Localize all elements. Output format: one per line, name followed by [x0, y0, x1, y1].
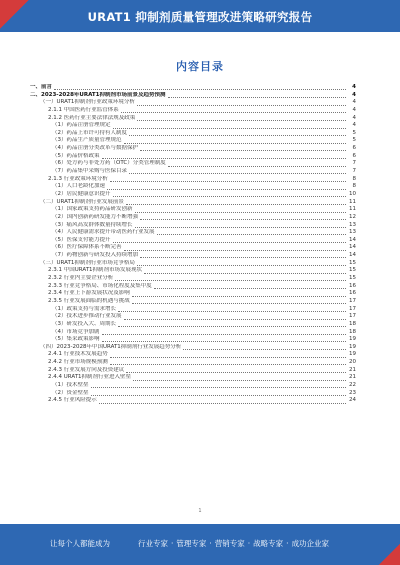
toc-leader-dots: [91, 387, 346, 388]
toc-entry-label: 2.3.2 行业内主要企业分析: [48, 275, 114, 282]
toc-entry-page: 4: [352, 99, 356, 106]
report-footer: [0, 524, 400, 565]
toc-entry-label: 2.4.4 URAT1抑制剂行业进入壁垒: [48, 374, 132, 381]
toc-entry-page: 15: [349, 267, 356, 274]
toc-entry-label: 2.4.3 行业发展方向及投资建议: [48, 366, 125, 373]
toc-entry-page: 6: [352, 145, 356, 152]
toc-leader-dots: [124, 250, 346, 251]
page-number: 1: [198, 508, 202, 514]
toc-entry[interactable]: [30, 191, 356, 199]
toc-entry-page: 20: [349, 359, 356, 366]
toc-entry-page: 4: [352, 106, 356, 113]
toc-leader-dots: [121, 112, 346, 113]
toc-leader-dots: [126, 204, 346, 205]
toc-entry-page: 19: [349, 343, 356, 350]
toc-entry-page: 4: [352, 84, 356, 90]
toc-entry-label: （7）药品集中采购与医保目录: [52, 168, 128, 175]
toc-entry-page: 14: [349, 252, 356, 259]
toc-entry-page: 18: [349, 328, 356, 335]
toc-entry-page: 19: [349, 336, 356, 343]
footer-service-item: 战略专家: [253, 539, 284, 548]
report-title: URAT1 抑制剂质量管理改进策略研究报告: [87, 10, 313, 24]
footer-separator: ·: [247, 539, 251, 548]
toc-leader-dots: [124, 143, 346, 144]
footer-separator: ·: [286, 539, 289, 548]
toc-entry-page: 17: [349, 297, 356, 304]
toc-entry-page: 15: [349, 275, 356, 282]
toc-entry[interactable]: [30, 390, 356, 398]
toc-entry-page: 8: [352, 183, 356, 190]
toc-entry[interactable]: [30, 283, 356, 291]
toc-leader-dots: [132, 303, 346, 304]
toc-entry-page: 15: [349, 259, 356, 266]
toc-entry-label: 二、2023-2028年URAT1抑制剂市场前景及趋势预测: [30, 91, 166, 98]
toc-entry-page: 11: [349, 206, 356, 213]
toc-entry-page: 17: [349, 313, 356, 320]
toc-leader-dots: [110, 357, 346, 358]
toc-entry[interactable]: [30, 374, 356, 382]
toc-entry-label: （4）药品注册分类改革与数据保护: [52, 145, 139, 152]
toc-entry-label: （1）人口老龄化加速: [52, 183, 105, 190]
toc-entry[interactable]: [30, 153, 356, 161]
toc-entry[interactable]: [30, 145, 356, 153]
toc-entry-label: （5）药品价格政策: [52, 152, 100, 159]
toc-leader-dots: [113, 128, 346, 129]
footer-service-item: 管理专家: [176, 539, 207, 548]
toc-entry[interactable]: [30, 244, 356, 252]
toc-entry-label: （6）医疗保障体系不断完善: [52, 244, 122, 251]
toc-leader-dots: [168, 166, 346, 167]
toc-entry[interactable]: [30, 351, 356, 359]
table-of-contents: [30, 84, 356, 405]
toc-entry[interactable]: [30, 344, 356, 352]
toc-leader-dots: [135, 227, 346, 228]
toc-entry-label: 一、前言: [30, 84, 53, 90]
toc-entry-label: （一）URAT1抑制剂行业政策环境分析: [40, 99, 135, 106]
toc-leader-dots: [115, 280, 346, 281]
toc-entry[interactable]: [30, 168, 356, 176]
toc-leader-dots: [102, 341, 346, 342]
toc-entry[interactable]: [30, 336, 356, 344]
toc-entry-label: （1）政策支持与需求增长: [52, 305, 117, 312]
toc-entry[interactable]: [30, 260, 356, 268]
toc-entry-label: （2）资金壁垒: [52, 389, 89, 396]
toc-entry-label: 2.4.2 行业市场规模预测: [48, 359, 108, 366]
toc-leader-dots: [113, 242, 346, 243]
report-header: [0, 0, 400, 32]
toc-entry[interactable]: [30, 99, 356, 107]
toc-entry-label: （7）药物创新与研发投入持续增加: [52, 252, 139, 259]
toc-leader-dots: [137, 105, 346, 106]
toc-entry[interactable]: [30, 252, 356, 260]
toc-leader-dots: [135, 212, 346, 213]
toc-entry-page: 23: [349, 389, 356, 396]
toc-entry-page: 16: [349, 282, 356, 289]
footer-service-item: 营销专家: [214, 539, 245, 548]
toc-entry-page: 19: [349, 351, 356, 358]
toc-entry-page: 4: [352, 122, 356, 129]
toc-entry-label: （2）居民健康意识提升: [52, 190, 111, 197]
toc-entry-label: （2）技术进步推动行业发展: [52, 313, 122, 320]
toc-entry-page: 21: [349, 366, 356, 373]
toc-leader-dots: [124, 319, 346, 320]
toc-entry-page: 18: [349, 320, 356, 327]
toc-entry[interactable]: [30, 107, 356, 115]
toc-entry-page: 12: [349, 213, 356, 220]
toc-entry-page: 5: [352, 137, 356, 144]
toc-entry-label: （2）药品上市许可持有人制度: [52, 129, 128, 136]
toc-entry-label: 2.3.5 行业发展面临的机遇与挑战: [48, 297, 130, 304]
toc-entry-label: 2.3.1 中国URAT1抑制剂市场发展现状: [48, 267, 143, 274]
toc-entry-page: 22: [349, 381, 356, 388]
toc-entry-label: （6）处方药与非处方药（OTC）分类管理制度: [52, 160, 166, 167]
toc-entry[interactable]: [30, 115, 356, 123]
toc-entry-page: 11: [349, 198, 356, 205]
toc-entry-label: 2.1.2 医药行业主要法律法规及政策: [48, 114, 136, 121]
toc-entry[interactable]: [30, 275, 356, 283]
toc-entry-label: （3）药品生产质量管理规范: [52, 137, 122, 144]
toc-entry[interactable]: [30, 367, 356, 375]
toc-entry-label: （三）URAT1抑制剂行业市场竞争格局: [40, 259, 135, 266]
toc-leader-dots: [113, 196, 346, 197]
toc-entry-label: （四）2023-2028年中国URAT1抑制剂行业发展趋势分析: [40, 343, 182, 350]
toc-leader-dots: [183, 349, 346, 350]
toc-entry-label: 2.4.5 行业风险提示: [48, 397, 97, 404]
toc-entry[interactable]: [30, 290, 356, 298]
toc-entry[interactable]: [30, 183, 356, 191]
toc-entry-label: （2）国内创新药研发能力不断增强: [52, 213, 139, 220]
toc-entry-page: 21: [349, 374, 356, 381]
toc-entry[interactable]: [30, 359, 356, 367]
toc-entry-label: 2.3.4 行业上下游发展状况及影响: [48, 290, 130, 297]
toc-entry-page: 4: [352, 91, 356, 98]
toc-entry-label: 2.4.1 行业技术发展趋势: [48, 351, 108, 358]
toc-leader-dots: [129, 135, 346, 136]
toc-leader-dots: [102, 334, 346, 335]
toc-entry-page: 10: [349, 190, 356, 197]
toc-leader-dots: [107, 189, 346, 190]
toc-leader-dots: [140, 257, 346, 258]
toc-entry[interactable]: [30, 313, 356, 321]
toc-entry[interactable]: [30, 397, 356, 405]
toc-entry-label: （3）研发投入大、周期长: [52, 320, 117, 327]
toc-entry[interactable]: [30, 382, 356, 390]
footer-service-item: 成功企业家: [291, 539, 330, 548]
toc-entry-label: 2.1.1 中国医药行业监管体系: [48, 106, 119, 113]
toc-leader-dots: [91, 395, 346, 396]
toc-entry[interactable]: [30, 329, 356, 337]
toc-leader-dots: [140, 150, 346, 151]
toc-leader-dots: [54, 89, 346, 90]
toc-entry-label: （5）集采政策影响: [52, 336, 100, 343]
toc-leader-dots: [110, 181, 346, 182]
toc-entry[interactable]: [30, 130, 356, 138]
toc-leader-dots: [110, 364, 346, 365]
toc-entry[interactable]: [30, 267, 356, 275]
toc-entry[interactable]: [30, 298, 356, 306]
toc-entry[interactable]: [30, 92, 356, 100]
toc-entry[interactable]: [30, 222, 356, 230]
toc-entry[interactable]: [30, 229, 356, 237]
toc-entry-label: 2.3.3 行业竞争格局、市场化程度及集中度: [48, 282, 152, 289]
toc-leader-dots: [132, 296, 346, 297]
toc-entry-page: 14: [349, 244, 356, 251]
toc-entry-page: 6: [352, 152, 356, 159]
toc-entry-page: 4: [352, 114, 356, 121]
toc-leader-dots: [154, 288, 346, 289]
toc-leader-dots: [140, 219, 346, 220]
toc-entry-page: 7: [352, 168, 356, 175]
toc-entry-label: 2.1.3 行业政策环境分析: [48, 175, 108, 182]
toc-entry[interactable]: [30, 214, 356, 222]
toc-entry-label: （3）痛风高发群体数量持续增长: [52, 221, 133, 228]
toc-leader-dots: [126, 372, 346, 373]
footer-separator: ·: [171, 539, 174, 548]
toc-entry-page: 7: [352, 160, 356, 167]
toc-leader-dots: [118, 326, 346, 327]
toc-entry[interactable]: [30, 199, 356, 207]
toc-leader-dots: [144, 273, 346, 274]
toc-entry-page: 8: [352, 175, 356, 182]
toc-entry-label: （1）药品注册管理规定: [52, 122, 111, 129]
toc-leader-dots: [133, 380, 346, 381]
toc-entry-label: （二）URAT1抑制剂行业发展前景: [40, 198, 124, 205]
toc-entry-page: 24: [349, 397, 356, 404]
footer-separator: ·: [209, 539, 212, 548]
toc-entry[interactable]: [30, 306, 356, 314]
toc-entry[interactable]: [30, 206, 356, 214]
toc-leader-dots: [137, 265, 346, 266]
footer-services: [138, 538, 332, 549]
toc-entry-label: （1）国家政策支持药品研发创新: [52, 206, 133, 213]
toc-entry[interactable]: [30, 237, 356, 245]
toc-leader-dots: [118, 311, 346, 312]
toc-entry-page: 16: [349, 290, 356, 297]
footer-slogan: 让每个人都能成为: [50, 539, 110, 548]
toc-entry-label: （5）医保支付能力提升: [52, 236, 111, 243]
toc-leader-dots: [129, 173, 346, 174]
toc-entry-page: 5: [352, 129, 356, 136]
toc-leader-dots: [102, 158, 346, 159]
toc-entry-label: （1）技术壁垒: [52, 381, 89, 388]
toc-entry[interactable]: [30, 160, 356, 168]
toc-entry-page: 17: [349, 305, 356, 312]
toc-entry[interactable]: [30, 137, 356, 145]
toc-entry[interactable]: [30, 321, 356, 329]
toc-leader-dots: [168, 97, 346, 98]
footer-red-accent: [360, 524, 400, 565]
toc-leader-dots: [99, 403, 346, 404]
toc-entry-label: （4）市场竞争加剧: [52, 328, 100, 335]
toc-leader-dots: [137, 120, 346, 121]
toc-entry[interactable]: [30, 176, 356, 184]
toc-entry-label: （4）人民健康需求提升带动医药行业发展: [52, 229, 155, 236]
footer-service-item: 行业专家: [138, 539, 168, 548]
toc-entry-page: 13: [349, 221, 356, 228]
toc-entry-page: 13: [349, 229, 356, 236]
toc-entry-page: 14: [349, 236, 356, 243]
toc-heading: 内容目录: [176, 60, 224, 73]
toc-entry[interactable]: [30, 122, 356, 130]
toc-entry[interactable]: [30, 84, 356, 92]
toc-leader-dots: [157, 234, 346, 235]
